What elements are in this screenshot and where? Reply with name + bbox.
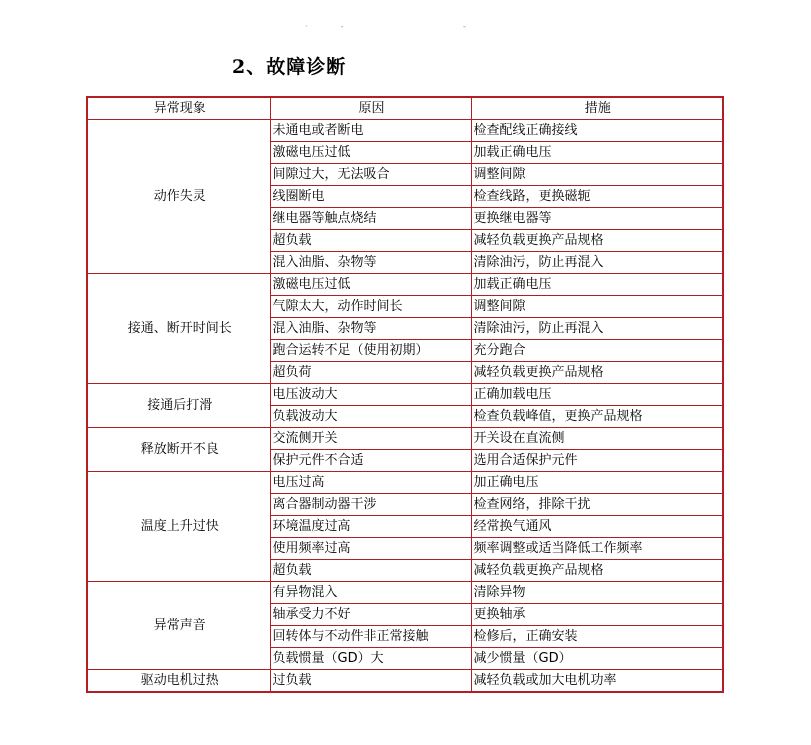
measure-cell: 频率调整或适当降低工作频率 (471, 538, 723, 560)
measure-cell: 减轻负载更换产品规格 (471, 230, 723, 252)
measure-cell: 更换轴承 (471, 604, 723, 626)
cause-cell: 有异物混入 (270, 582, 471, 604)
table-row (87, 120, 723, 142)
header-measure: 措施 (471, 97, 723, 120)
cause-cell: 离合器制动器干涉 (270, 494, 471, 516)
table-row (87, 670, 723, 693)
measure-cell: 加载正确电压 (471, 142, 723, 164)
measure-cell: 充分跑合 (471, 340, 723, 362)
header-cause: 原因 (270, 97, 471, 120)
measure-cell: 检查负载峰值，更换产品规格 (471, 406, 723, 428)
cause-cell: 负载惯量（GD）大 (270, 648, 471, 670)
cause-cell: 间隙过大，无法吸合 (270, 164, 471, 186)
cause-cell: 轴承受力不好 (270, 604, 471, 626)
measure-cell: 检修后，正确安装 (471, 626, 723, 648)
cause-cell: 超负荷 (270, 362, 471, 384)
cause-cell: 激磁电压过低 (270, 274, 471, 296)
cause-cell: 回转体与不动件非正常接触 (270, 626, 471, 648)
measure-cell: 更换继电器等 (471, 208, 723, 230)
phenomenon-cell: 释放断开不良 (87, 428, 270, 472)
cause-cell: 环境温度过高 (270, 516, 471, 538)
cause-cell: 使用频率过高 (270, 538, 471, 560)
phenomenon-cell: 接通后打滑 (87, 384, 270, 428)
section-title: 2、故障诊断 (232, 56, 347, 78)
cause-cell: 负载波动大 (270, 406, 471, 428)
fault-diagnosis-table (86, 96, 724, 693)
measure-cell: 检查线路，更换磁轭 (471, 186, 723, 208)
table-body (87, 120, 723, 693)
cause-cell: 混入油脂、杂物等 (270, 252, 471, 274)
phenomenon-cell: 异常声音 (87, 582, 270, 670)
measure-cell: 加正确电压 (471, 472, 723, 494)
table-row (87, 472, 723, 494)
cause-cell: 跑合运转不足（使用初期） (270, 340, 471, 362)
scan-specks: · - - (305, 22, 466, 31)
measure-cell: 开关设在直流侧 (471, 428, 723, 450)
phenomenon-cell: 温度上升过快 (87, 472, 270, 582)
table-row (87, 274, 723, 296)
cause-cell: 保护元件不合适 (270, 450, 471, 472)
measure-cell: 加载正确电压 (471, 274, 723, 296)
measure-cell: 清除油污，防止再混入 (471, 318, 723, 340)
phenomenon-cell: 接通、断开时间长 (87, 274, 270, 384)
cause-cell: 线圈断电 (270, 186, 471, 208)
cause-cell: 电压波动大 (270, 384, 471, 406)
cause-cell: 超负载 (270, 230, 471, 252)
cause-cell: 电压过高 (270, 472, 471, 494)
measure-cell: 经常换气通风 (471, 516, 723, 538)
cause-cell: 未通电或者断电 (270, 120, 471, 142)
measure-cell: 检查网络，排除干扰 (471, 494, 723, 516)
cause-cell: 超负载 (270, 560, 471, 582)
measure-cell: 检查配线正确接线 (471, 120, 723, 142)
table-row (87, 384, 723, 406)
measure-cell: 清除油污，防止再混入 (471, 252, 723, 274)
table-row (87, 582, 723, 604)
measure-cell: 调整间隙 (471, 164, 723, 186)
cause-cell: 继电器等触点烧结 (270, 208, 471, 230)
phenomenon-cell: 驱动电机过热 (87, 670, 270, 693)
measure-cell: 减轻负载更换产品规格 (471, 362, 723, 384)
measure-cell: 减轻负载或加大电机功率 (471, 670, 723, 693)
phenomenon-cell: 动作失灵 (87, 120, 270, 274)
cause-cell: 激磁电压过低 (270, 142, 471, 164)
measure-cell: 正确加载电压 (471, 384, 723, 406)
cause-cell: 过负载 (270, 670, 471, 693)
measure-cell: 减轻负载更换产品规格 (471, 560, 723, 582)
measure-cell: 减少惯量（GD） (471, 648, 723, 670)
table-row (87, 428, 723, 450)
measure-cell: 选用合适保护元件 (471, 450, 723, 472)
measure-cell: 清除异物 (471, 582, 723, 604)
cause-cell: 气隙太大，动作时间长 (270, 296, 471, 318)
cause-cell: 混入油脂、杂物等 (270, 318, 471, 340)
cause-cell: 交流侧开关 (270, 428, 471, 450)
header-row (87, 97, 723, 120)
header-phenomenon: 异常现象 (87, 97, 270, 120)
measure-cell: 调整间隙 (471, 296, 723, 318)
